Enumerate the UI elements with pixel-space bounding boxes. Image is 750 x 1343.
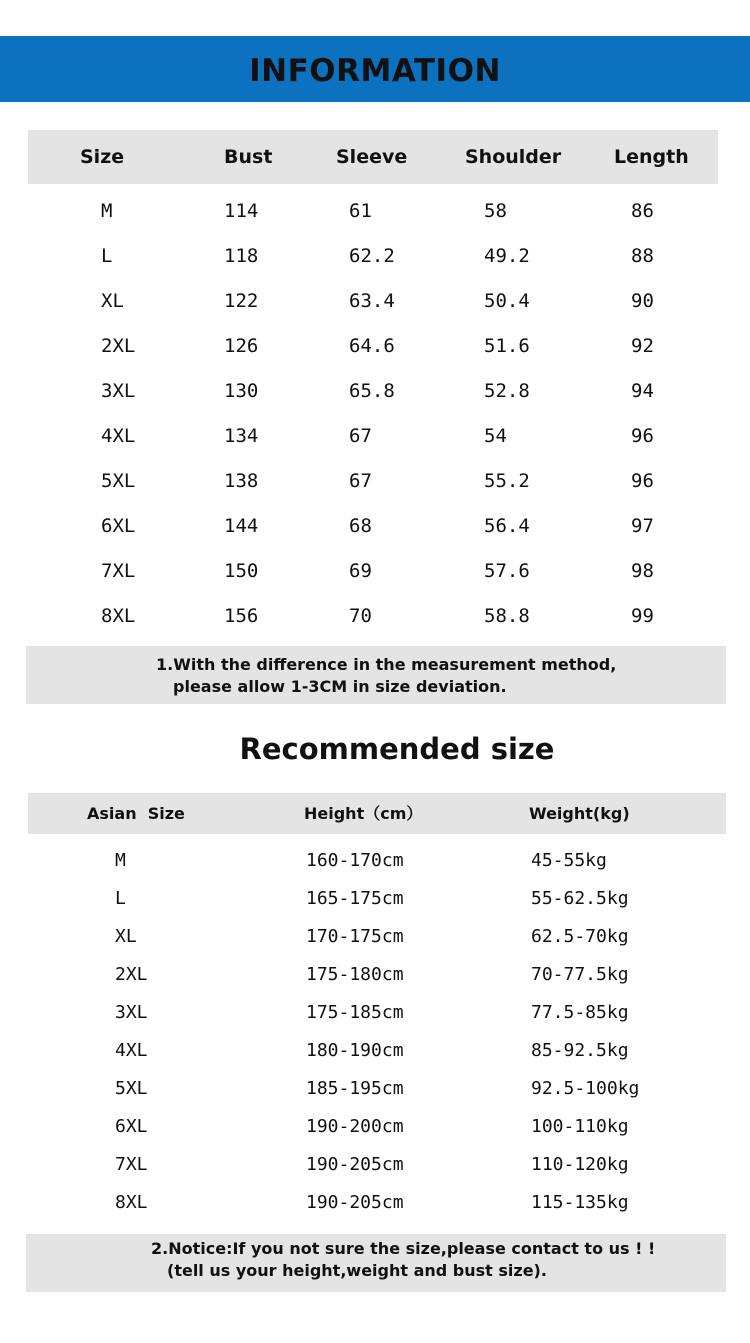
- cell-size: L: [115, 888, 126, 909]
- cell-length: 90: [631, 290, 654, 312]
- cell-shoulder: 54: [484, 425, 507, 447]
- cell-length: 92: [631, 335, 654, 357]
- size-table-body: [0, 189, 750, 639]
- table-row: [0, 1032, 750, 1070]
- cell-weight: 92.5-100kg: [531, 1078, 640, 1099]
- cell-size: 2XL: [101, 335, 136, 357]
- cell-weight: 115-135kg: [531, 1192, 629, 1213]
- cell-size: L: [101, 245, 113, 267]
- cell-shoulder: 55.2: [484, 470, 530, 492]
- table-row: [0, 279, 750, 324]
- cell-sleeve: 68: [349, 515, 372, 537]
- cell-weight: 77.5-85kg: [531, 1002, 629, 1023]
- cell-bust: 134: [224, 425, 259, 447]
- cell-size: 4XL: [115, 1040, 148, 1061]
- table-row: [0, 1184, 750, 1222]
- cell-bust: 150: [224, 560, 259, 582]
- cell-bust: 114: [224, 200, 259, 222]
- recommended-table-body: [0, 842, 750, 1222]
- cell-size: 6XL: [115, 1116, 148, 1137]
- measurement-note-line2: please allow 1-3CM in size deviation.: [173, 677, 507, 696]
- cell-size: 7XL: [101, 560, 136, 582]
- header-bust: Bust: [224, 146, 273, 168]
- cell-sleeve: 61: [349, 200, 372, 222]
- cell-size: 2XL: [115, 964, 148, 985]
- cell-bust: 130: [224, 380, 259, 402]
- cell-sleeve: 67: [349, 470, 372, 492]
- cell-length: 96: [631, 470, 654, 492]
- cell-size: 4XL: [101, 425, 136, 447]
- cell-shoulder: 58: [484, 200, 507, 222]
- cell-weight: 62.5-70kg: [531, 926, 629, 947]
- cell-length: 94: [631, 380, 654, 402]
- cell-height: 175-180cm: [306, 964, 404, 985]
- cell-size: M: [101, 200, 113, 222]
- cell-length: 99: [631, 605, 654, 627]
- table-row: [0, 594, 750, 639]
- cell-height: 185-195cm: [306, 1078, 404, 1099]
- cell-shoulder: 50.4: [484, 290, 530, 312]
- cell-sleeve: 67: [349, 425, 372, 447]
- header-weight: Weight(kg): [529, 804, 630, 823]
- cell-shoulder: 51.6: [484, 335, 530, 357]
- cell-bust: 156: [224, 605, 259, 627]
- cell-length: 96: [631, 425, 654, 447]
- table-row: [0, 414, 750, 459]
- header-asian-size: Asian Size: [87, 804, 185, 823]
- cell-height: 170-175cm: [306, 926, 404, 947]
- table-row: [0, 842, 750, 880]
- cell-sleeve: 69: [349, 560, 372, 582]
- cell-weight: 70-77.5kg: [531, 964, 629, 985]
- cell-size: 8XL: [101, 605, 136, 627]
- header-sleeve: Sleeve: [336, 146, 408, 168]
- table-row: [0, 1108, 750, 1146]
- header-shoulder: Shoulder: [465, 146, 562, 168]
- table-row: [0, 1070, 750, 1108]
- header-length: Length: [614, 146, 689, 168]
- cell-shoulder: 57.6: [484, 560, 530, 582]
- table-row: [0, 504, 750, 549]
- cell-sleeve: 64.6: [349, 335, 395, 357]
- cell-weight: 100-110kg: [531, 1116, 629, 1137]
- recommended-table-header: [28, 793, 726, 834]
- size-notice-line2: (tell us your height,weight and bust size).: [167, 1261, 547, 1280]
- cell-size: 7XL: [115, 1154, 148, 1175]
- cell-size: 3XL: [101, 380, 136, 402]
- header-size: Size: [80, 146, 125, 168]
- cell-shoulder: 56.4: [484, 515, 530, 537]
- cell-height: 175-185cm: [306, 1002, 404, 1023]
- cell-size: 6XL: [101, 515, 136, 537]
- cell-length: 86: [631, 200, 654, 222]
- cell-bust: 118: [224, 245, 259, 267]
- cell-length: 88: [631, 245, 654, 267]
- cell-height: 190-205cm: [306, 1192, 404, 1213]
- banner-title: INFORMATION: [249, 53, 501, 89]
- cell-height: 160-170cm: [306, 850, 404, 871]
- cell-size: XL: [101, 290, 124, 312]
- cell-height: 165-175cm: [306, 888, 404, 909]
- size-notice: [26, 1234, 726, 1292]
- table-row: [0, 549, 750, 594]
- measurement-note-line1: 1.With the difference in the measurement method,: [156, 655, 617, 674]
- table-row: [0, 324, 750, 369]
- table-row: [0, 234, 750, 279]
- size-table-header: [28, 130, 718, 184]
- cell-bust: 138: [224, 470, 259, 492]
- cell-weight: 85-92.5kg: [531, 1040, 629, 1061]
- recommended-size-title: Recommended size: [239, 732, 555, 766]
- cell-sleeve: 70: [349, 605, 372, 627]
- cell-bust: 144: [224, 515, 259, 537]
- cell-length: 98: [631, 560, 654, 582]
- size-notice-line1: 2.Notice:If you not sure the size,please contact to us ! !: [151, 1239, 656, 1258]
- cell-weight: 55-62.5kg: [531, 888, 629, 909]
- cell-sleeve: 65.8: [349, 380, 395, 402]
- cell-bust: 122: [224, 290, 259, 312]
- cell-weight: 45-55kg: [531, 850, 607, 871]
- measurement-note: [26, 646, 726, 704]
- information-banner: [0, 36, 750, 102]
- cell-height: 190-205cm: [306, 1154, 404, 1175]
- cell-size: M: [115, 850, 126, 871]
- cell-weight: 110-120kg: [531, 1154, 629, 1175]
- cell-size: 3XL: [115, 1002, 148, 1023]
- cell-size: XL: [115, 926, 137, 947]
- cell-bust: 126: [224, 335, 259, 357]
- table-row: [0, 1146, 750, 1184]
- cell-shoulder: 52.8: [484, 380, 530, 402]
- cell-height: 180-190cm: [306, 1040, 404, 1061]
- cell-sleeve: 63.4: [349, 290, 395, 312]
- cell-size: 8XL: [115, 1192, 148, 1213]
- cell-shoulder: 58.8: [484, 605, 530, 627]
- table-row: [0, 189, 750, 234]
- cell-sleeve: 62.2: [349, 245, 395, 267]
- table-row: [0, 918, 750, 956]
- cell-size: 5XL: [101, 470, 136, 492]
- cell-size: 5XL: [115, 1078, 148, 1099]
- table-row: [0, 956, 750, 994]
- table-row: [0, 880, 750, 918]
- cell-shoulder: 49.2: [484, 245, 530, 267]
- table-row: [0, 369, 750, 414]
- table-row: [0, 459, 750, 504]
- cell-length: 97: [631, 515, 654, 537]
- table-row: [0, 994, 750, 1032]
- cell-height: 190-200cm: [306, 1116, 404, 1137]
- header-height: Height（cm）: [304, 804, 423, 823]
